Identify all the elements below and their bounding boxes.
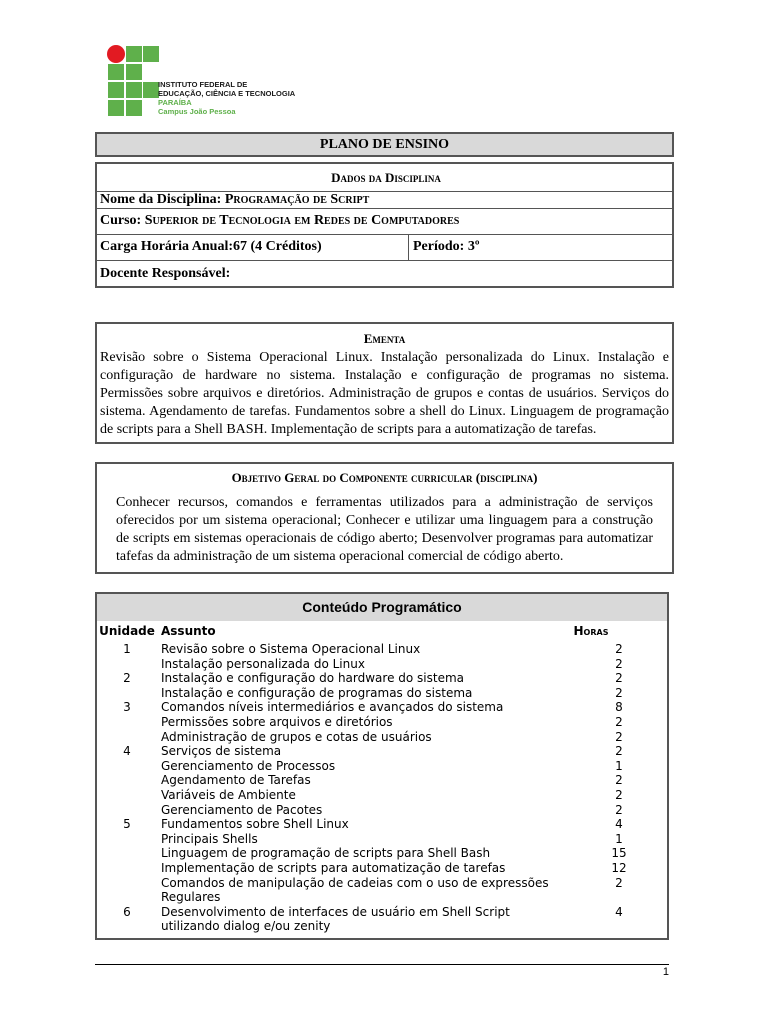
row-assunto: Principais Shells	[161, 831, 258, 846]
table-row	[97, 876, 667, 891]
logo-text	[158, 80, 295, 116]
logo-line: EDUCAÇÃO, CIÊNCIA E TECNOLOGIA	[158, 89, 296, 98]
row-unidade: 5	[123, 817, 131, 832]
table-row	[97, 788, 667, 803]
curso-row	[97, 209, 672, 235]
row-unidade: 2	[123, 671, 131, 686]
logo-line: PARAÍBA	[158, 98, 192, 107]
row-assunto: Gerenciamento de Pacotes	[161, 802, 323, 817]
row-horas: 4	[615, 817, 623, 832]
row-unidade: 1	[123, 642, 131, 656]
row-horas: 8	[615, 700, 623, 715]
logo-square	[126, 82, 142, 98]
row-horas: 2	[615, 875, 623, 890]
row-assunto: Agendamento de Tarefas	[161, 773, 311, 788]
row-assunto: utilizando dialog e/ou zenity	[161, 919, 331, 934]
row-horas: 2	[615, 729, 623, 744]
row-horas: 12	[611, 861, 627, 875]
carga-row	[97, 235, 672, 261]
table-row	[97, 700, 667, 715]
logo-square	[108, 64, 124, 80]
ementa-header: Ementa	[363, 331, 406, 346]
table-row	[97, 832, 667, 847]
row-assunto: Fundamentos sobre Shell Linux	[161, 817, 349, 832]
nome-row	[97, 192, 672, 209]
table-row	[97, 759, 667, 774]
row-assunto: Implementação de scripts para automatização de tarefas	[161, 861, 506, 875]
carga-cell: Carga Horária Anual:67 (4 Créditos)	[100, 239, 322, 254]
row-assunto: Comandos de manipulação de cadeias com o uso de expressões	[161, 875, 549, 890]
row-horas: 4	[615, 904, 623, 919]
ementa-text: Revisão sobre o Sistema Operacional Linux. Instalação personalizada do Linux. Instalação e configuração de hardware no sistema. Instalação e configuração de programas no sistema. Permissões sobre arquivos e diretórios. Administração de grupos e contas de usuários. Serviços do sistema. Agendamento de tarefas. Fundamentos sobre a shell do Linux. Linguagem de programação de scripts para a Shell BASH. Implementação de scripts para a automatização de tarefas.	[100, 350, 669, 437]
row-assunto: Desenvolvimento de interfaces de usuário em Shell Script	[161, 904, 510, 919]
row-assunto: Instalação personalizada do Linux	[161, 656, 365, 671]
row-unidade: 3	[123, 700, 131, 715]
table-row	[97, 657, 667, 672]
dados-header: Dados da Disciplina	[97, 164, 672, 192]
table-row	[97, 905, 667, 920]
table-row	[97, 686, 667, 701]
table-row	[97, 744, 667, 759]
carga-divider	[408, 235, 409, 261]
row-assunto: Gerenciamento de Processos	[161, 758, 336, 773]
curso-value: Superior de Tecnologia em Redes de Computadores	[144, 213, 460, 228]
objetivo-text: Conhecer recursos, comandos e ferramentas utilizados para a administração de serviços oferecidos por um sistema operacional; Conhecer e utilizar uma linguagem para a construção de scripts em sistemas operacionais de código aberto; Desenvolver programas para automatizar tafefas da administração de um sistema operacional comercial de código aberto.	[116, 495, 653, 564]
conteudo-column-headers	[97, 624, 667, 639]
conteudo-title: Conteúdo Programático	[97, 594, 667, 621]
row-horas: 2	[615, 656, 623, 671]
row-horas: 2	[615, 685, 623, 700]
logo-line: Campus João Pessoa	[158, 107, 236, 116]
dados-table	[95, 162, 674, 288]
table-row	[97, 846, 667, 861]
col-unidade: Unidade	[99, 624, 155, 638]
docente-row: Docente Responsável:	[100, 266, 231, 281]
row-unidade: 4	[123, 744, 131, 759]
logo-square	[126, 46, 142, 62]
logo-square	[126, 64, 142, 80]
logo-line: INSTITUTO FEDERAL DE	[158, 80, 248, 89]
row-horas: 15	[611, 846, 627, 861]
col-horas: Horas	[573, 624, 609, 638]
row-assunto: Permissões sobre arquivos e diretórios	[161, 715, 393, 729]
row-horas: 2	[615, 715, 623, 729]
row-horas: 2	[615, 802, 623, 817]
row-assunto: Variáveis de Ambiente	[161, 788, 296, 802]
objetivo-box	[95, 462, 674, 574]
logo-red-circle	[107, 45, 125, 63]
objetivo-header: Objetivo Geral do Componente curricular (disciplina)	[231, 470, 538, 485]
nome-value: Programação de Script	[224, 192, 370, 207]
curso-label: Curso:	[100, 213, 142, 228]
row-assunto: Revisão sobre o Sistema Operacional Linux	[161, 642, 421, 656]
row-horas: 2	[615, 671, 623, 686]
table-row	[97, 890, 667, 905]
table-row	[97, 919, 667, 934]
table-row	[97, 671, 667, 686]
ementa-box	[95, 322, 674, 444]
row-horas: 2	[615, 642, 623, 656]
row-assunto: Linguagem de programação de scripts para Shell Bash	[161, 846, 491, 861]
row-horas: 2	[615, 744, 623, 759]
row-horas: 1	[615, 758, 623, 773]
table-row	[97, 817, 667, 832]
table-row	[97, 861, 667, 876]
logo-square	[108, 82, 124, 98]
row-assunto: Serviços de sistema	[161, 744, 282, 759]
logo-square	[126, 100, 142, 116]
row-assunto: Comandos níveis intermediários e avançados do sistema	[161, 700, 504, 715]
row-assunto: Instalação e configuração de programas do sistema	[161, 685, 473, 700]
row-assunto: Instalação e configuração do hardware do sistema	[161, 671, 465, 686]
logo-square	[143, 82, 159, 98]
nome-label: Nome da Disciplina:	[100, 192, 222, 207]
row-unidade: 6	[123, 904, 131, 919]
plan-title: PLANO DE ENSINO	[319, 137, 450, 152]
row-horas: 1	[615, 831, 623, 846]
row-assunto: Administração de grupos e cotas de usuários	[161, 729, 432, 744]
table-row	[97, 773, 667, 788]
row-horas: 2	[615, 773, 623, 788]
conteudo-box	[95, 592, 669, 940]
table-row	[97, 730, 667, 745]
row-horas: 2	[615, 788, 623, 802]
logo-square	[143, 46, 159, 62]
logo-square	[108, 100, 124, 116]
plan-title-box	[95, 132, 674, 157]
periodo-cell: Período: 3º	[413, 239, 480, 254]
table-row	[97, 803, 667, 818]
row-assunto: Regulares	[161, 890, 221, 905]
table-row	[97, 715, 667, 730]
col-assunto: Assunto	[161, 624, 216, 638]
table-row	[97, 642, 667, 657]
footer-line	[95, 964, 669, 965]
page-number: 1	[662, 966, 669, 978]
